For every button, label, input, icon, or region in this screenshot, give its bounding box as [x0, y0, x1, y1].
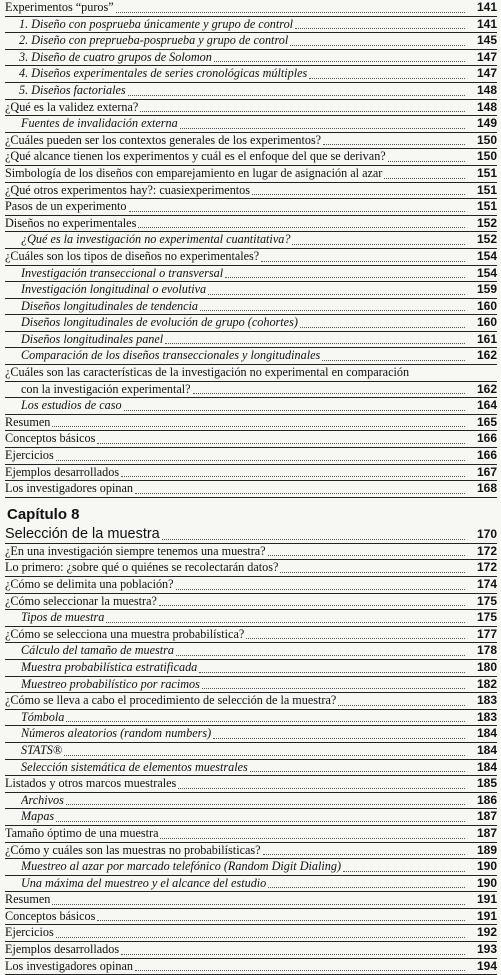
- dot-leader: [97, 443, 465, 444]
- toc-entry: [5, 643, 497, 660]
- toc-entry-page: 166: [476, 431, 497, 446]
- toc-entry: [5, 677, 497, 694]
- toc-entry: [5, 610, 497, 627]
- toc-entry-page: 184: [476, 726, 497, 741]
- toc-entry-title: Los investigadores opinan: [5, 481, 133, 496]
- toc-section-chapter-7: [5, 0, 497, 498]
- dot-leader: [200, 310, 465, 311]
- toc-entry-title: Los investigadores opinan: [5, 958, 133, 973]
- toc-entry-title: Conceptos básicos: [5, 431, 96, 446]
- toc-entry-page: 151: [476, 165, 497, 180]
- toc-entry-page: 154: [476, 265, 497, 280]
- dot-leader: [295, 28, 465, 29]
- toc-entry-page: 182: [476, 676, 497, 691]
- toc-entry-title: Tamaño óptimo de una muestra: [5, 825, 159, 840]
- toc-entry-page: 184: [476, 759, 497, 774]
- toc-entry-page: 168: [476, 481, 497, 496]
- dot-leader: [56, 937, 465, 938]
- toc-entry-title: Ejemplos desarrollados: [5, 464, 120, 479]
- toc-entry-page: 191: [476, 892, 497, 907]
- toc-entry: [5, 859, 497, 876]
- toc-entry-page: 191: [476, 908, 497, 923]
- toc-entry-page: 180: [476, 659, 497, 674]
- toc-entry: [5, 660, 497, 677]
- toc-entry-page: 177: [476, 626, 497, 641]
- dot-leader: [214, 61, 465, 62]
- toc-entry: [5, 183, 497, 200]
- dot-leader: [56, 821, 465, 822]
- toc-entry: [5, 382, 497, 399]
- toc-entry: [5, 431, 497, 448]
- toc-entry: [5, 959, 497, 975]
- dot-leader: [263, 854, 465, 855]
- toc-entry-page: 147: [476, 66, 497, 81]
- toc-entry-title: ¿En una investigación siempre tenemos una muestra?: [5, 543, 266, 558]
- toc-entry-title: Resumen: [5, 414, 51, 429]
- dot-leader: [162, 539, 465, 540]
- toc-entry: [5, 216, 497, 233]
- toc-entry: [5, 398, 497, 415]
- toc-entry-page: 145: [476, 33, 497, 48]
- chapter-title: Capítulo 8: [7, 505, 80, 523]
- dot-leader: [388, 161, 465, 162]
- dot-leader: [384, 178, 465, 179]
- toc-entry: [5, 0, 497, 17]
- toc-entry-title: Investigación longitudinal o evolutiva: [21, 282, 207, 297]
- chapter-heading-text: Selección de la muestra: [5, 525, 160, 542]
- toc-entry: [5, 17, 497, 34]
- dot-leader: [128, 95, 465, 96]
- dot-leader: [323, 144, 465, 145]
- toc-entry: [5, 100, 497, 117]
- toc-entry-page: 194: [476, 958, 497, 973]
- dot-leader: [135, 493, 465, 494]
- toc-entry-page: 185: [476, 776, 497, 791]
- dot-leader: [116, 12, 465, 13]
- toc-entry: [5, 315, 497, 332]
- toc-entry-title: 2. Diseño con preprueba-posprueba y grupo de control: [19, 33, 289, 48]
- dot-leader: [202, 688, 465, 689]
- dot-leader: [66, 804, 465, 805]
- toc-entry-page: 151: [476, 199, 497, 214]
- toc-entry-title: Tómbola: [21, 709, 65, 724]
- toc-entry: [5, 793, 497, 810]
- toc-entry-title: Cálculo del tamaño de muestra: [21, 643, 175, 658]
- toc-entry-title: Ejemplos desarrollados: [5, 942, 120, 957]
- toc-entry: [5, 465, 497, 482]
- toc-entry-title: ¿Cuáles pueden ser los contextos generales de los experimentos?: [5, 132, 322, 147]
- dot-leader: [261, 261, 465, 262]
- toc-entry-page: 154: [476, 248, 497, 263]
- toc-entry-title: Simbología de los diseños con emparejamiento en lugar de asignación al azar: [5, 165, 383, 180]
- toc-entry-title: ¿Qué es la investigación no experimental cuantitativa?: [21, 232, 291, 247]
- toc-entry-title: Muestra probabilística estratificada: [21, 659, 198, 674]
- toc-entry-page: 141: [476, 16, 497, 31]
- toc-entry-title: Investigación transeccional o transversal: [21, 265, 224, 280]
- toc-entry: [5, 925, 497, 942]
- toc-entry-page: 183: [476, 709, 497, 724]
- toc-entry-page: 152: [476, 232, 497, 247]
- toc-entry-title: ¿Cuáles son las características de la investigación no experimental en comparación: [5, 365, 410, 380]
- dot-leader: [97, 920, 465, 921]
- toc-entry-title: Ejercicios: [5, 925, 54, 940]
- toc-entry: [5, 577, 497, 594]
- toc-entry-page: 174: [476, 577, 497, 591]
- toc-entry: [5, 909, 497, 926]
- toc-entry-page: 159: [476, 282, 497, 297]
- dot-leader: [225, 277, 465, 278]
- toc-entry-title: Números aleatorios (random numbers): [21, 726, 212, 741]
- toc-entry-title: Diseños no experimentales: [5, 215, 137, 230]
- toc-entry-page: 149: [476, 116, 497, 131]
- dot-leader: [338, 705, 465, 706]
- toc-entry: [5, 83, 497, 100]
- toc-entry-page: 166: [476, 448, 497, 463]
- toc-entry: [5, 33, 497, 50]
- dot-leader: [178, 788, 465, 789]
- toc-entry-title: Muestreo al azar por marcado telefónico (Random Digit Dialing): [21, 859, 341, 874]
- toc-section-chapter-8: [5, 544, 497, 975]
- toc-entry-page: 151: [476, 182, 497, 197]
- toc-entry: [5, 693, 497, 710]
- toc-entry-page: 148: [476, 82, 497, 97]
- toc-entry-page: 172: [476, 560, 497, 575]
- toc-entry-page: 162: [476, 381, 497, 396]
- toc-entry-page: 161: [476, 331, 497, 346]
- toc-entry-page: 150: [476, 132, 497, 147]
- dot-leader: [129, 211, 465, 212]
- dot-leader: [52, 904, 465, 905]
- toc-entry: [5, 116, 497, 133]
- toc-entry: [5, 66, 497, 83]
- toc-entry: [5, 50, 497, 67]
- dot-leader: [56, 460, 465, 461]
- dot-leader: [160, 838, 465, 839]
- toc-entry: [5, 560, 497, 577]
- toc-entry: [5, 149, 497, 166]
- dot-leader: [52, 426, 465, 427]
- toc-entry: [5, 826, 497, 843]
- dot-leader: [252, 194, 465, 195]
- toc-entry-page: 172: [476, 543, 497, 558]
- toc-entry-title: ¿Cómo seleccionar la muestra?: [5, 593, 157, 608]
- toc-entry: [5, 942, 497, 959]
- toc-entry: [5, 348, 497, 365]
- toc-entry: [5, 166, 497, 183]
- dot-leader: [121, 476, 465, 477]
- dot-leader: [193, 393, 465, 394]
- dot-leader: [106, 622, 465, 623]
- toc-entry-title: 3. Diseño de cuatro grupos de Solomon: [19, 49, 212, 64]
- dot-leader: [343, 871, 465, 872]
- toc-entry-page: 192: [476, 925, 497, 940]
- toc-entry-title: Fuentes de invalidación externa: [21, 116, 178, 131]
- toc-entry-title: ¿Qué otros experimentos hay?: cuasiexperimentos: [5, 182, 251, 197]
- dot-leader: [309, 78, 465, 79]
- toc-entry-title: 5. Diseños factoriales: [19, 82, 126, 97]
- toc-entry-page: 187: [476, 825, 497, 840]
- toc-entry-page: 175: [476, 610, 497, 625]
- toc-entry-title: ¿Qué es la validez externa?: [5, 99, 139, 114]
- toc-entry-title: Diseños longitudinales panel: [21, 331, 164, 346]
- toc-entry-title: ¿Qué alcance tienen los experimentos y cuál es el enfoque del que se derivan?: [5, 149, 386, 164]
- table-of-contents: [5, 0, 497, 975]
- dot-leader: [135, 970, 465, 971]
- toc-entry-title: Muestreo probabilístico por racimos: [21, 676, 200, 691]
- toc-entry-page: 147: [476, 49, 497, 64]
- dot-leader: [250, 771, 465, 772]
- dot-leader: [121, 954, 465, 955]
- toc-entry-title: Experimentos “puros”: [5, 0, 114, 14]
- toc-entry-page: 141: [476, 0, 497, 14]
- dot-leader: [138, 227, 465, 228]
- toc-entry-title: Tipos de muestra: [21, 610, 105, 625]
- toc-entry-title: ¿Cuáles son los tipos de diseños no experimentales?: [5, 248, 260, 263]
- dot-leader: [290, 45, 465, 46]
- toc-entry: [5, 892, 497, 909]
- chapter-heading-page: 170: [476, 526, 497, 541]
- toc-entry-title: Ejercicios: [5, 448, 54, 463]
- toc-entry-title: Selección sistemática de elementos muestrales: [21, 759, 248, 774]
- toc-entry: [5, 332, 497, 349]
- toc-entry: [5, 726, 497, 743]
- toc-entry-page: 150: [476, 149, 497, 164]
- toc-entry: [5, 266, 497, 283]
- toc-entry-title: Una máxima del muestreo y el alcance del estudio: [21, 875, 267, 890]
- toc-entry: [5, 627, 497, 644]
- toc-entry-page: 152: [476, 215, 497, 230]
- toc-entry-page: 190: [476, 875, 497, 890]
- toc-entry-title: Diseños longitudinales de tendencia: [21, 298, 199, 313]
- toc-entry-title: Lo primero: ¿sobre qué o quiénes se recolectarán datos?: [5, 560, 279, 575]
- toc-entry: [5, 299, 497, 316]
- dot-leader: [165, 343, 465, 344]
- toc-entry-page: 167: [476, 464, 497, 479]
- toc-entry-title: Listados y otros marcos muestrales: [5, 776, 177, 791]
- toc-entry-page: 186: [476, 792, 497, 807]
- toc-entry-title: 1. Diseño con posprueba únicamente y grupo de control: [19, 16, 294, 31]
- toc-entry: [5, 448, 497, 465]
- toc-entry-title: Diseños longitudinales de evolución de grupo (cohortes): [21, 315, 298, 330]
- toc-entry: [5, 876, 497, 893]
- dot-leader: [66, 721, 465, 722]
- toc-entry-title: ¿Cómo se lleva a cabo el procedimiento de selección de la muestra?: [5, 693, 337, 708]
- toc-entry-page: 148: [476, 99, 497, 114]
- toc-entry-title: con la investigación experimental?: [21, 381, 191, 396]
- toc-entry: [5, 809, 497, 826]
- toc-entry-page: 160: [476, 298, 497, 313]
- dot-leader: [176, 655, 465, 656]
- toc-entry: [5, 776, 497, 793]
- toc-entry-page: 184: [476, 742, 497, 757]
- toc-entry-page: 162: [476, 348, 497, 363]
- toc-entry: [5, 760, 497, 777]
- toc-entry-title: Pasos de un experimento: [5, 199, 127, 214]
- toc-entry: [5, 415, 497, 432]
- dot-leader: [180, 128, 465, 129]
- dot-leader: [322, 360, 465, 361]
- toc-entry-title: Los estudios de caso: [21, 398, 122, 413]
- dot-leader: [176, 589, 465, 590]
- toc-entry-title: Conceptos básicos: [5, 908, 96, 923]
- toc-entry: [5, 282, 497, 299]
- toc-entry-page: 193: [476, 942, 497, 957]
- dot-leader: [268, 555, 465, 556]
- dot-leader: [64, 755, 465, 756]
- toc-entry: [5, 544, 497, 561]
- dot-leader: [140, 111, 465, 112]
- toc-entry-page: 187: [476, 809, 497, 824]
- chapter-heading-row: [5, 525, 497, 544]
- dot-leader: [268, 887, 465, 888]
- toc-entry: [5, 249, 497, 266]
- toc-entry-title: STATS®: [21, 742, 63, 757]
- dot-leader: [213, 738, 465, 739]
- toc-entry-page: 178: [476, 643, 497, 658]
- toc-entry-title: 4. Diseños experimentales de series cronológicas múltiples: [19, 66, 308, 81]
- toc-entry-title: ¿Cómo se delimita una población?: [5, 577, 174, 591]
- toc-entry-title: Mapas: [21, 809, 55, 824]
- toc-entry: [5, 232, 497, 249]
- toc-entry-page: 175: [476, 593, 497, 608]
- toc-entry: [5, 481, 497, 498]
- toc-entry: [5, 710, 497, 727]
- dot-leader: [280, 572, 465, 573]
- toc-entry: [5, 365, 497, 382]
- toc-entry: [5, 594, 497, 611]
- toc-entry-page: 165: [476, 414, 497, 429]
- toc-entry-title: ¿Cómo se selecciona una muestra probabilística?: [5, 626, 245, 641]
- toc-entry: [5, 133, 497, 150]
- dot-leader: [159, 605, 465, 606]
- toc-entry-page: 183: [476, 693, 497, 708]
- dot-leader: [208, 294, 465, 295]
- toc-entry: [5, 199, 497, 216]
- toc-entry-title: Resumen: [5, 892, 51, 907]
- toc-entry-page: 190: [476, 859, 497, 874]
- toc-entry-page: 160: [476, 315, 497, 330]
- toc-entry-title: Comparación de los diseños transeccionales y longitudinales: [21, 348, 321, 363]
- toc-entry-page: 164: [476, 398, 497, 413]
- dot-leader: [199, 672, 465, 673]
- toc-entry-title: ¿Cómo y cuáles son las muestras no probabilísticas?: [5, 842, 261, 857]
- toc-entry: [5, 843, 497, 860]
- dot-leader: [292, 244, 465, 245]
- dot-leader: [124, 410, 465, 411]
- toc-entry-title: Archivos: [21, 792, 64, 807]
- toc-entry-page: 189: [476, 842, 497, 857]
- dot-leader: [246, 638, 465, 639]
- toc-entry: [5, 743, 497, 760]
- dot-leader: [300, 327, 465, 328]
